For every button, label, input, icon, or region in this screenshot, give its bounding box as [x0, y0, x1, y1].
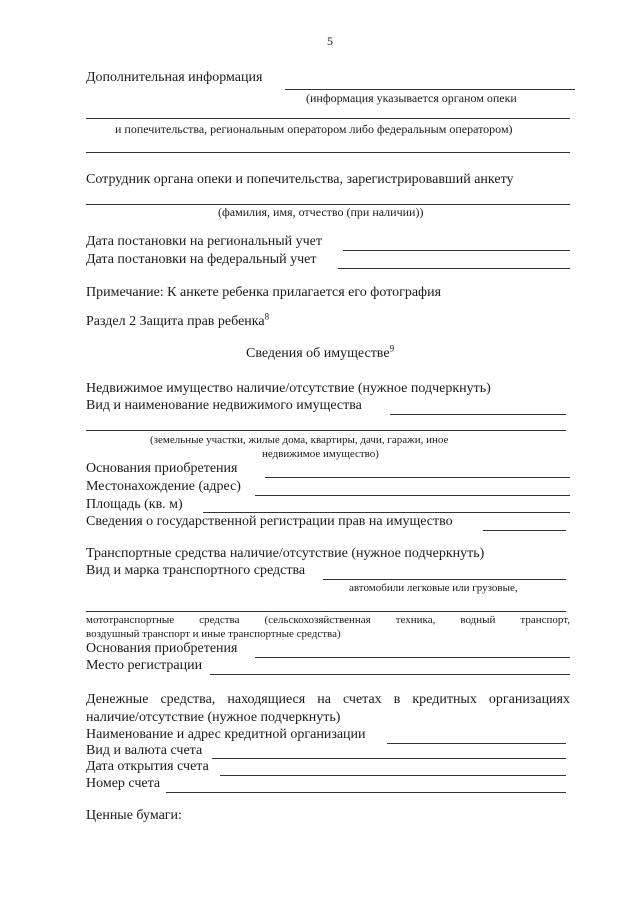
regional-date-line [343, 250, 570, 251]
employee-label: Сотрудник органа опеки и попечительства, зарегистрировавший анкету [86, 172, 514, 187]
footnote-8: 8 [264, 311, 270, 322]
additional-info-note-1: (информация указывается органом опеки [306, 91, 517, 105]
registration-info-label: Сведения о государственной регистрации прав на имущество [86, 514, 453, 529]
vehicle-type-line [323, 579, 566, 580]
bank-line [387, 743, 566, 744]
acquisition-basis-line [265, 477, 570, 478]
real-estate-presence: Недвижимое имущество наличие/отсутствие (нужное подчеркнуть) [86, 381, 491, 396]
vehicles-presence: Транспортные средства наличие/отсутствие (нужное подчеркнуть) [86, 546, 485, 561]
opening-date-label: Дата открытия счета [86, 759, 209, 774]
section-2-title-text: Раздел 2 Защита прав ребенка [86, 314, 265, 329]
regional-date-label: Дата постановки на региональный учет [86, 234, 322, 249]
currency-label: Вид и валюта счета [86, 743, 203, 758]
federal-date-label: Дата постановки на федеральный учет [86, 252, 317, 267]
real-estate-type-line [390, 414, 566, 415]
real-estate-type-line-2 [86, 430, 566, 431]
additional-info-line-3 [86, 152, 570, 153]
location-line [255, 495, 570, 496]
acquisition-basis-label: Основания приобретения [86, 461, 238, 476]
money-line-1: Денежные средства, находящиеся на счетах в кредитных организациях [86, 692, 570, 707]
location-label: Местонахождение (адрес) [86, 479, 241, 494]
account-number-line [166, 792, 566, 793]
area-label: Площадь (кв. м) [86, 497, 183, 512]
securities-label: Ценные бумаги: [86, 808, 182, 823]
vehicle-note-2: мототранспортные средства (сельскохозяйственная техника, водный транспорт, [86, 614, 570, 626]
vehicle-note-1: автомобили легковые или грузовые, [349, 582, 518, 594]
area-line [203, 512, 570, 513]
page-number: 5 [327, 34, 333, 48]
opening-date-line [220, 775, 566, 776]
additional-info-note-2: и попечительства, региональным оператором либо федеральным оператором) [115, 122, 513, 136]
registration-info-line [483, 530, 566, 531]
property-title-text: Сведения об имуществе [246, 346, 390, 361]
vehicle-registration-line [210, 674, 570, 675]
additional-info-line-2 [86, 118, 570, 119]
vehicle-acquisition-line [255, 657, 570, 658]
account-number-label: Номер счета [86, 776, 161, 791]
vehicle-acquisition-label: Основания приобретения [86, 641, 238, 656]
additional-info-label: Дополнительная информация [86, 70, 263, 85]
additional-info-line [285, 89, 575, 90]
real-estate-type-label: Вид и наименование недвижимого имущества [86, 398, 362, 413]
money-line-2: наличие/отсутствие (нужное подчеркнуть) [86, 710, 341, 725]
vehicle-note-3: воздушный транспорт и иные транспортные средства) [86, 628, 341, 640]
vehicle-type-label: Вид и марка транспортного средства [86, 563, 306, 578]
photo-remark: Примечание: К анкете ребенка прилагается его фотография [86, 285, 442, 300]
real-estate-note-2: недвижимое имущество) [262, 448, 379, 460]
footnote-9: 9 [389, 343, 395, 354]
employee-note: (фамилия, имя, отчество (при наличии)) [218, 205, 424, 219]
vehicle-registration-label: Место регистрации [86, 658, 203, 673]
property-title [246, 343, 395, 362]
real-estate-note-1: (земельные участки, жилые дома, квартиры, дачи, гаражи, иное [150, 434, 449, 446]
section-2-title [86, 311, 270, 330]
vehicle-type-line-2 [86, 611, 566, 612]
currency-line [212, 758, 566, 759]
federal-date-line [338, 268, 570, 269]
bank-label: Наименование и адрес кредитной организации [86, 727, 366, 742]
